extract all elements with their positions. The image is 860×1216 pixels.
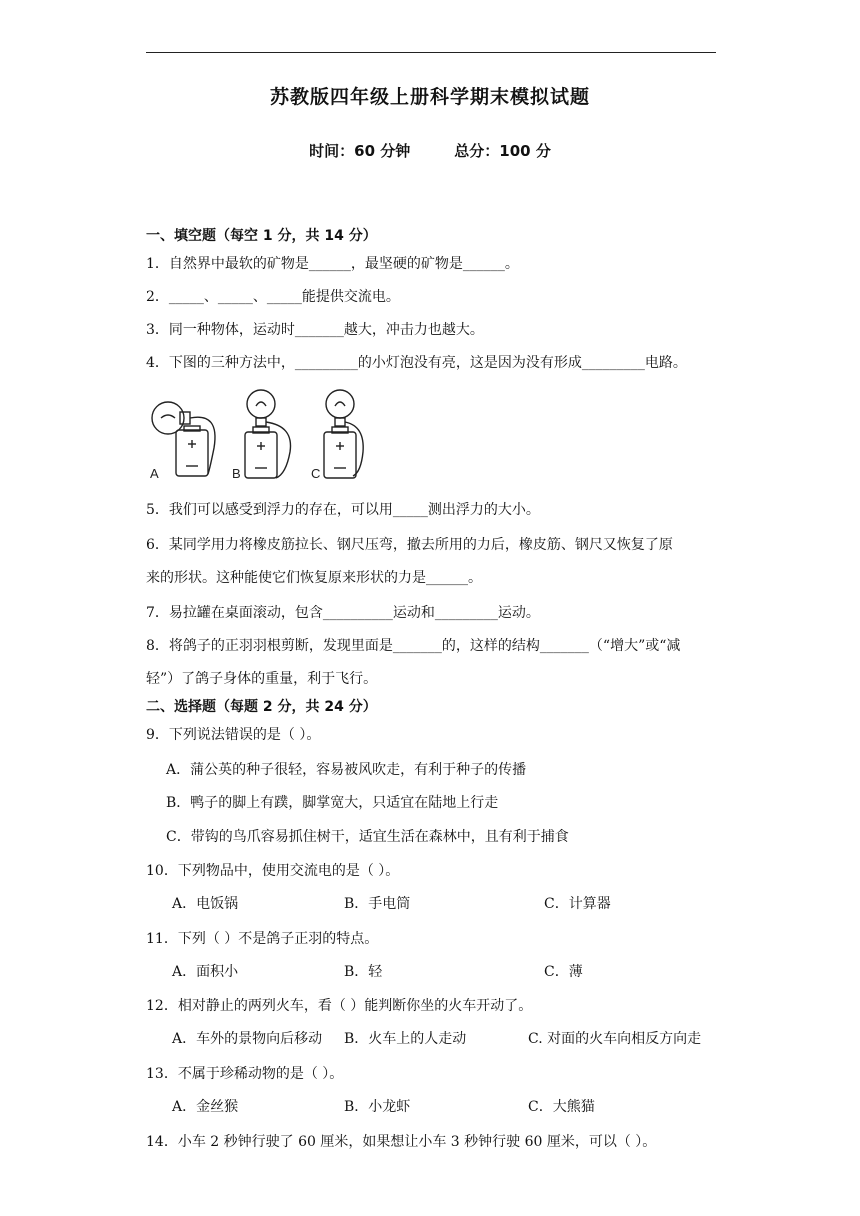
question-11-option-a: A．面积小 [172,964,239,980]
question-12: 12．相对静止的两列火车，看（ ）能判断你坐的火车开动了。 [146,998,533,1014]
question-4: 4．下图的三种方法中，_________的小灯泡没有亮，这是因为没有形成_________电路。 [146,355,687,371]
bulb-a-icon [152,402,184,434]
exam-time: 时间：60 分钟 [309,142,411,160]
circuit-a [152,402,215,476]
question-8-line2: 轻”）了鸽子身体的重量，利于飞行。 [146,671,378,687]
question-3: 3．同一种物体，运动时_______越大，冲击力也越大。 [146,322,484,338]
question-11: 11．下列（ ）不是鸽子正羽的特点。 [146,931,379,947]
question-13-option-c: C．大熊猫 [528,1099,595,1115]
question-6-line2: 来的形状。这种能使它们恢复原来形状的力是______。 [146,570,482,586]
question-14: 14．小车 2 秒钟行驶了 60 厘米，如果想让小车 3 秒钟行驶 60 厘米，可以（ ）。 [146,1134,657,1150]
question-5: 5．我们可以感受到浮力的存在，可以用_____测出浮力的大小。 [146,502,540,518]
question-8-line1: 8．将鸽子的正羽羽根剪断，发现里面是_______的，这样的结构_______（“增大”或“减 [146,638,681,654]
bulb-c-icon [326,390,354,418]
question-9-option-c: C．带钩的鸟爪容易抓住树干，适宜生活在森林中，且有利于捕食 [166,829,569,845]
section1-heading: 一、填空题（每空 1 分，共 14 分） [146,228,377,244]
header-rule [146,52,716,53]
bulb-b-icon [247,390,275,418]
question-2: 2．_____、_____、_____能提供交流电。 [146,289,400,305]
question-11-option-b: B．轻 [344,964,383,980]
question-13-option-a: A．金丝猴 [172,1099,239,1115]
battery-c-icon [324,432,356,478]
question-12-option-a: A．车外的景物向后移动 [172,1031,323,1047]
question-1: 1．自然界中最软的矿物是______，最坚硬的矿物是______。 [146,256,519,272]
question-10: 10．下列物品中，使用交流电的是（ ）。 [146,863,400,879]
exam-score: 总分：100 分 [454,142,551,160]
question-9: 9．下列说法错误的是（ ）。 [146,727,321,743]
question-10-option-a: A．电饭锅 [172,896,239,912]
question-13-option-b: B．小龙虾 [344,1099,411,1115]
question-10-option-c: C．计算器 [544,896,611,912]
exam-subtitle [0,140,860,161]
exam-title: 苏教版四年级上册科学期末模拟试题 [269,86,590,108]
question-7: 7．易拉罐在桌面滚动，包含__________运动和_________运动。 [146,605,540,621]
battery-a-icon [176,430,208,476]
circuit-figure [146,388,366,482]
figure-label-b: B [232,466,241,481]
question-12-option-c: C. 对面的火车向相反方向走 [528,1031,702,1047]
circuit-c [324,390,363,478]
figure-label-a: A [150,466,159,481]
question-9-option-a: A．蒲公英的种子很轻，容易被风吹走，有利于种子的传播 [166,762,527,778]
question-10-option-b: B．手电筒 [344,896,411,912]
figure-label-c: C [311,466,321,481]
question-11-option-c: C．薄 [544,964,583,980]
section2-heading: 二、选择题（每题 2 分，共 24 分） [146,699,377,715]
question-12-option-b: B．火车上的人走动 [344,1031,467,1047]
battery-b-icon [245,432,277,478]
question-6-line1: 6．某同学用力将橡皮筋拉长、钢尺压弯，撤去所用的力后，橡皮筋、钢尺又恢复了原 [146,537,673,553]
question-13: 13．不属于珍稀动物的是（ ）。 [146,1066,344,1082]
circuit-b [245,390,291,478]
question-9-option-b: B．鸭子的脚上有蹼，脚掌宽大，只适宜在陆地上行走 [166,795,499,811]
